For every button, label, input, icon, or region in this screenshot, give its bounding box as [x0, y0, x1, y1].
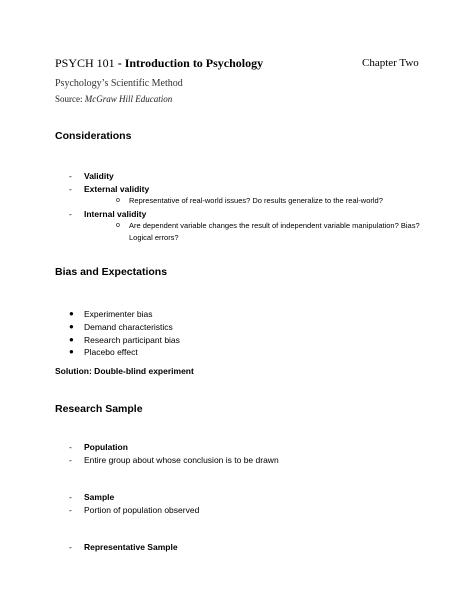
list-item-representative-sample: Representative Sample: [84, 542, 178, 552]
list-item-internal-validity: Internal validity: [84, 209, 147, 219]
bullet-item-experimenter-bias: Experimenter bias: [84, 309, 153, 319]
dash-marker: -: [69, 442, 72, 452]
source-label: Source:: [55, 94, 83, 104]
bullet-item-demand-characteristics: Demand characteristics: [84, 322, 173, 332]
course-name: Introduction to Psychology: [124, 56, 264, 70]
list-item-population: Population: [84, 442, 128, 452]
list-item-external-validity: External validity: [84, 184, 150, 194]
circle-marker: o: [116, 197, 120, 204]
title-separator: -: [117, 56, 122, 70]
section-heading-bias: Bias and Expectations: [55, 266, 168, 278]
list-item-sample: Sample: [84, 492, 115, 502]
dash-marker: -: [69, 171, 72, 181]
section-heading-considerations: Considerations: [55, 130, 132, 142]
dash-marker: -: [69, 505, 72, 515]
list-item-population-desc: Entire group about whose conclusion is to be drawn: [84, 455, 279, 465]
chapter-label: Chapter Two: [362, 57, 419, 69]
dash-marker: -: [69, 492, 72, 502]
bullet-marker: ●: [69, 322, 74, 331]
bullet-marker: ●: [69, 347, 74, 356]
bullet-marker: ●: [69, 335, 74, 344]
course-title: [55, 56, 263, 71]
dash-marker: -: [69, 209, 72, 219]
document-subtitle: Psychology’s Scientific Method: [55, 78, 183, 89]
sub-item-internal-validity-line2: Logical errors?: [129, 233, 179, 242]
bullet-item-participant-bias: Research participant bias: [84, 335, 180, 345]
bullet-item-placebo-effect: Placebo effect: [84, 347, 138, 357]
source-line: [55, 94, 172, 104]
solution-line: Solution: Double-blind experiment: [55, 366, 194, 376]
dash-marker: -: [69, 455, 72, 465]
bullet-marker: ●: [69, 309, 74, 318]
sub-item-internal-validity-line1: Are dependent variable changes the result of independent variable manipulation? Bias?: [129, 221, 420, 230]
dash-marker: -: [69, 184, 72, 194]
sub-item-external-validity: Representative of real-world issues? Do results generalize to the real-world?: [129, 196, 383, 205]
source-value: McGraw Hill Education: [84, 94, 173, 104]
section-heading-research-sample: Research Sample: [55, 403, 143, 415]
course-code: PSYCH 101: [55, 56, 115, 70]
circle-marker: o: [116, 222, 120, 229]
dash-marker: -: [69, 542, 72, 552]
list-item-validity: Validity: [84, 171, 114, 181]
list-item-sample-desc: Portion of population observed: [84, 505, 200, 515]
